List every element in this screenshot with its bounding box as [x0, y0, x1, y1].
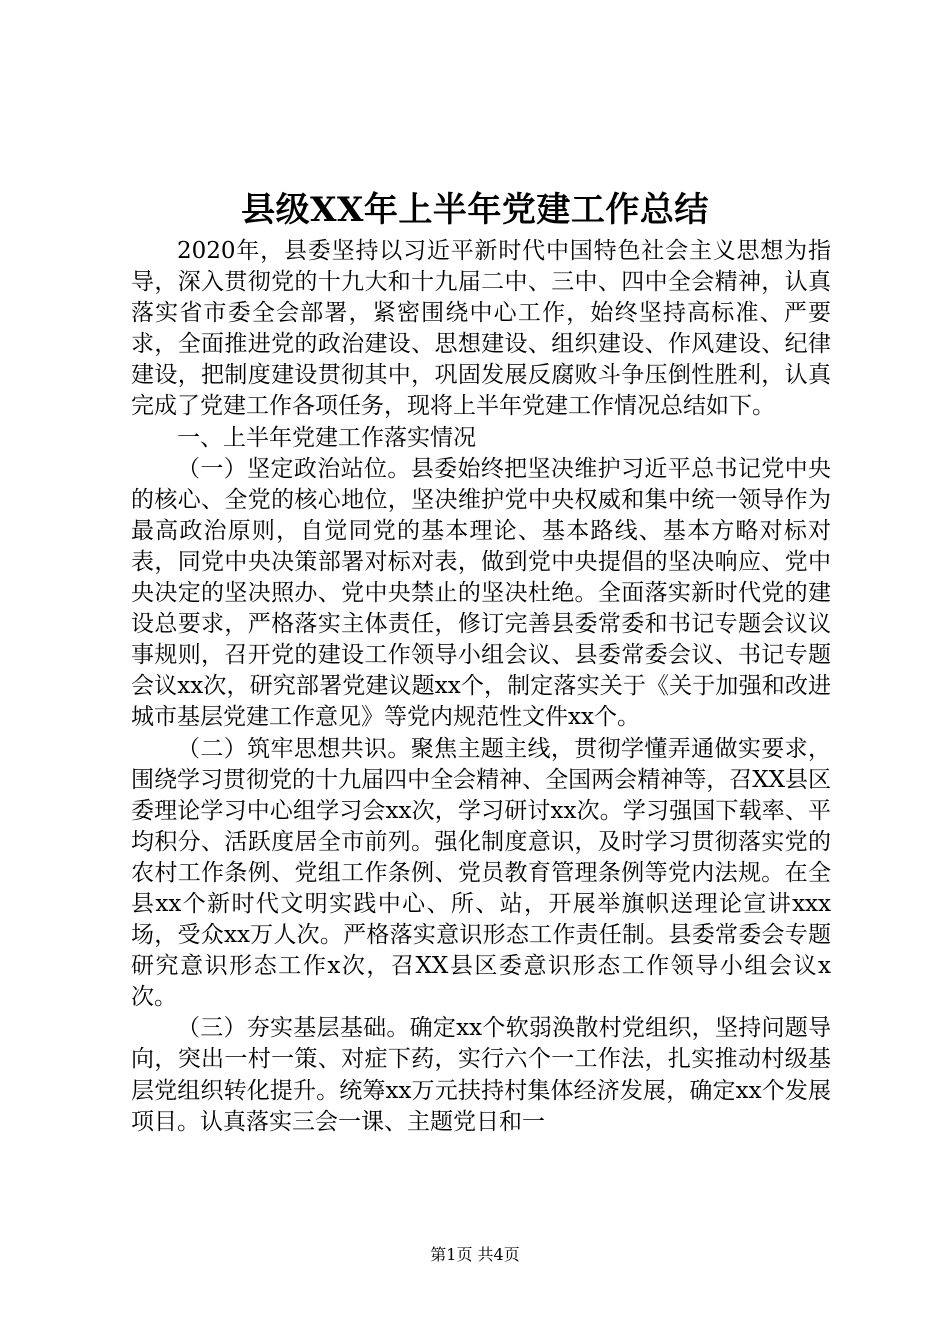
document-title: 县级XX年上半年党建工作总结: [241, 190, 709, 230]
body-paragraph: （三）夯实基层基础。确定xx个软弱涣散村党组织，坚持问题导向，突出一村一策、对症下药，实行六个一工作法，扎实推动村级基层党组织转化提升。统筹xx万元扶持村集体经济发展，确定xx个发展项目。认真落实三会一课、主题党日和一: [131, 1015, 831, 1135]
body-paragraph: （二）筑牢思想共识。聚焦主题主线，贯彻学懂弄通做实要求，围绕学习贯彻党的十九届四中全会精神、全国两会精神等，召XX县区委理论学习中心组学习会xx次，学习研讨xx次。学习强国下载率、平均积分、活跃度居全市前列。强化制度意识，及时学习贯彻落实党的农村工作条例、党组工作条例、党员教育管理条例等党内法规。在全县xx个新时代文明实践中心、所、站，开展举旗帜送理论宣讲xxx场，受众xx万人次。严格落实意识形态工作责任制。县委常委会专题研究意识形态工作x次，召XX县区委意识形态工作领导小组会议x次。: [131, 735, 831, 1011]
body-paragraph: （一）坚定政治站位。县委始终把坚决维护习近平总书记党中央的核心、全党的核心地位，坚决维护党中央权威和集中统一领导作为最高政治原则，自觉同党的基本理论、基本路线、基本方略对标对表，同党中央决策部署对标对表，做到党中央提倡的坚决响应、党中央决定的坚决照办、党中央禁止的坚决杜绝。全面落实新时代党的建设总要求，严格落实主体责任，修订完善县委常委和书记专题会议议事规则，召开党的建设工作领导小组会议、县委常委会议、书记专题会议xx次，研究部署党建议题xx个，制定落实关于《关于加强和改进城市基层党建工作意见》等党内规范性文件xx个。: [131, 455, 831, 731]
intro-paragraph: 2020年，县委坚持以习近平新时代中国特色社会主义思想为指导，深入贯彻党的十九大和十九届二中、三中、四中全会精神，认真落实省市委全会部署，紧密围绕中心工作，始终坚持高标准、严要求，全面推进党的政治建设、思想建设、组织建设、作风建设、纪律建设，把制度建设贯彻其中，巩固发展反腐败斗争压倒性胜利，认真完成了党建工作各项任务，现将上半年党建工作情况总结如下。: [131, 238, 831, 420]
section-heading: 一、上半年党建工作落实情况: [177, 424, 476, 451]
document-body: [131, 236, 831, 1138]
page-number-footer: 第1页 共4页: [430, 1245, 520, 1264]
